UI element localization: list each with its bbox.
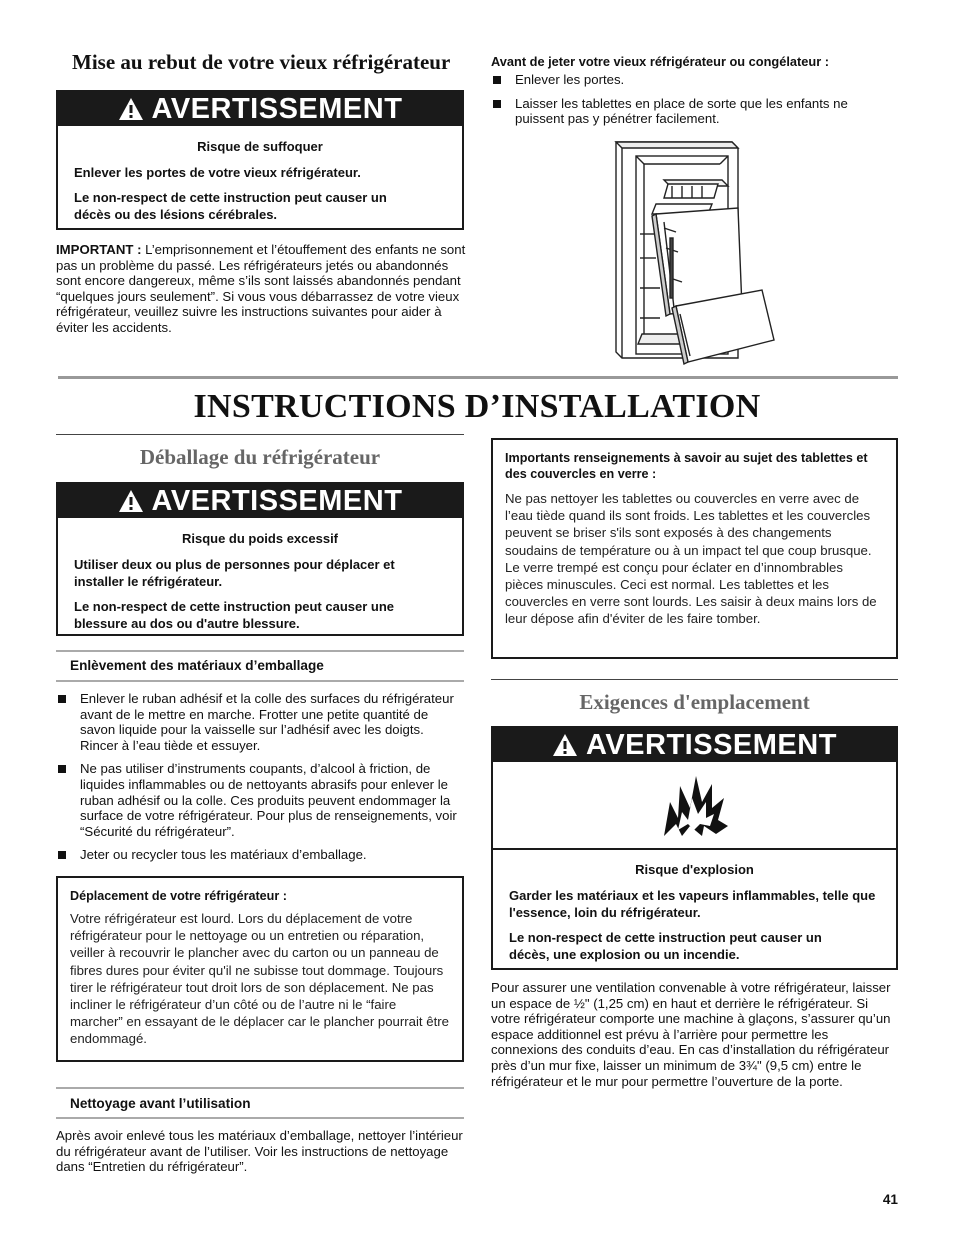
important-text: L’emprisonnement et l’étouffement des enfants ne sont pas un problème du passé. Les réfrigérateurs jetés ou abandonnés sont encore dangereux, même s’ils sont laissés abandonnés pendant “quelques jours seulement”. Si vous vous débarrassez de votre vieux réfrigérateur, veuillez suivre les instructions suivantes pour aider à éviter les accidents.	[56, 242, 466, 335]
warning-header	[493, 728, 896, 762]
list-item: Enlever le ruban adhésif et la colle des surfaces du réfrigérateur avant de le mettre en marche. Frotter une petite quantité de savon liquide pour la vaisselle sur l’adhésif avec les doigts. Rincer à l’eau tiède et essuyer.	[56, 691, 462, 753]
removal-bottom-rule	[56, 680, 464, 682]
before-disposal-list	[491, 72, 891, 135]
list-item: Laisser les tablettes en place de sorte que les enfants ne puissent pas y pénétrer facilement.	[491, 96, 891, 127]
removal-title: Enlèvement des matériaux d’emballage	[70, 658, 324, 673]
unpacking-title: Déballage du réfrigérateur	[139, 445, 381, 469]
warning-header	[58, 92, 462, 126]
warning-line-2: Le non-respect de cette instruction peut causer un décès ou des lésions cérébrales.	[74, 190, 387, 222]
refrigerator-doors-removed-illustration	[612, 138, 778, 366]
warning-header-label: AVERTISSEMENT	[151, 92, 403, 125]
warning-header-label: AVERTISSEMENT	[586, 728, 837, 761]
excess-weight-warning-box	[56, 482, 464, 636]
location-text: Pour assurer une ventilation convenable à votre réfrigérateur, laisser un espace de ½" (1,25 cm) en haut et derrière le réfrigérateur. Si votre réfrigérateur comporte une machine à glaçons, s’assurer qu’un espace additionnel est prévu à l’arrière pour permettre les connexions des conduits d’eau. En cas d’installation du réfrigérateur près d’un mur fixe, laisser un minimum de 3¾" (9,5 cm) entre le réfrigérateur et le mur pour permettre l’ouverture de la porte.	[491, 980, 891, 1089]
page-number: 41	[882, 1192, 898, 1207]
explosion-icon-area	[493, 762, 896, 850]
warning-header	[58, 484, 462, 518]
warning-header-label: AVERTISSEMENT	[151, 484, 403, 517]
disposal-title: Mise au rebut de votre vieux réfrigérateur	[72, 50, 451, 74]
explosion-icon	[660, 772, 730, 838]
list-item: Ne pas utiliser d’instruments coupants, d’alcool à friction, de liquides inflammables ou de nettoyants abrasifs pour enlever le ruban adhésif ou la colle. Ces produits peuvent endommager la surface de votre réfrigérateur. Pour plus de renseignements, voir “Sécurité du réfrigérateur”.	[56, 761, 462, 839]
warning-line-2: Le non-respect de cette instruction peut causer une blessure au dos ou d'autre blessure.	[74, 599, 395, 631]
location-title: Exigences d'emplacement	[579, 690, 810, 714]
removal-top-rule	[56, 650, 464, 652]
suffocation-warning-box	[56, 90, 464, 230]
list-item: Jeter ou recycler tous les matériaux d’emballage.	[56, 847, 462, 863]
moving-info-box	[56, 876, 464, 1062]
warning-triangle-icon	[118, 489, 144, 513]
important-paragraph	[56, 242, 466, 336]
cleaning-paragraph	[56, 1128, 464, 1175]
warning-triangle-icon	[118, 97, 144, 121]
glass-title: Importants renseignements à savoir au sujet des tablettes et des couvercles en verre :	[505, 451, 868, 481]
warning-line-2: Le non-respect de cette instruction peut causer un décès, une explosion ou un incendie.	[509, 930, 822, 962]
warning-line-1: Garder les matériaux et les vapeurs inflammables, telle que l'essence, loin du réfrigérateur.	[509, 888, 876, 920]
warning-risk: Risque du poids excessif	[181, 531, 339, 546]
explosion-warning-box	[491, 726, 898, 970]
list-item: Enlever les portes.	[491, 72, 891, 88]
before-disposal-title: Avant de jeter votre vieux réfrigérateur ou congélateur :	[491, 54, 830, 69]
location-rule	[491, 679, 898, 680]
cleaning-bottom-rule	[56, 1117, 464, 1119]
removal-list	[56, 691, 462, 871]
main-title-rule	[58, 376, 898, 379]
moving-text: Votre réfrigérateur est lourd. Lors du déplacement de votre réfrigérateur pour le nettoyage ou un entretien ou réparation, veiller à recouvrir le plancher avec du carton ou un panneau de fibres dures pour éviter qu'il ne subisse tout dommage. Toujours tirer le réfrigérateur tout droit lors de son déplacement. Ne pas incliner le réfrigérateur d’un côté ou de l’autre ni le “faire marcher” en essayant de le déplacer car le plancher pourrait être endommagé.	[70, 911, 449, 1047]
page-title: INSTRUCTIONS D’INSTALLATION	[193, 388, 761, 425]
warning-line-1: Utiliser deux ou plus de personnes pour déplacer et installer le réfrigérateur.	[74, 557, 395, 589]
cleaning-title: Nettoyage avant l’utilisation	[70, 1096, 251, 1111]
warning-line-1: Enlever les portes de votre vieux réfrigérateur.	[74, 165, 361, 180]
glass-text: Ne pas nettoyer les tablettes ou couvercles en verre avec de l’eau tiède quand ils sont froids. Les tablettes et les couvercles peuvent se briser s'ils sont exposés à des changements soudains de température ou à un impact tel que coup brusque. Le verre trempé est conçu pour éclater en d’innombrables pièces minuscules. Ceci est normal. Les tablettes et les couvercles en verre sont lourds. Les saisir à deux mains lors de leur dépose afin d'éviter de les faire tomber.	[505, 491, 877, 627]
warning-risk: Risque de suffoquer	[197, 139, 323, 154]
cleaning-top-rule	[56, 1087, 464, 1089]
warning-triangle-icon	[552, 733, 578, 757]
glass-info-box	[491, 438, 898, 659]
moving-title: Déplacement de votre réfrigérateur :	[70, 889, 287, 903]
unpacking-rule	[56, 434, 464, 435]
important-label: IMPORTANT :	[56, 242, 142, 257]
cleaning-text: Après avoir enlevé tous les matériaux d’emballage, nettoyer l’intérieur du réfrigérateur avant de l’utiliser. Voir les instructions de nettoyage dans “Entretien du réfrigérateur”.	[56, 1128, 463, 1175]
location-paragraph	[491, 980, 897, 1089]
warning-risk: Risque d'explosion	[635, 862, 754, 877]
